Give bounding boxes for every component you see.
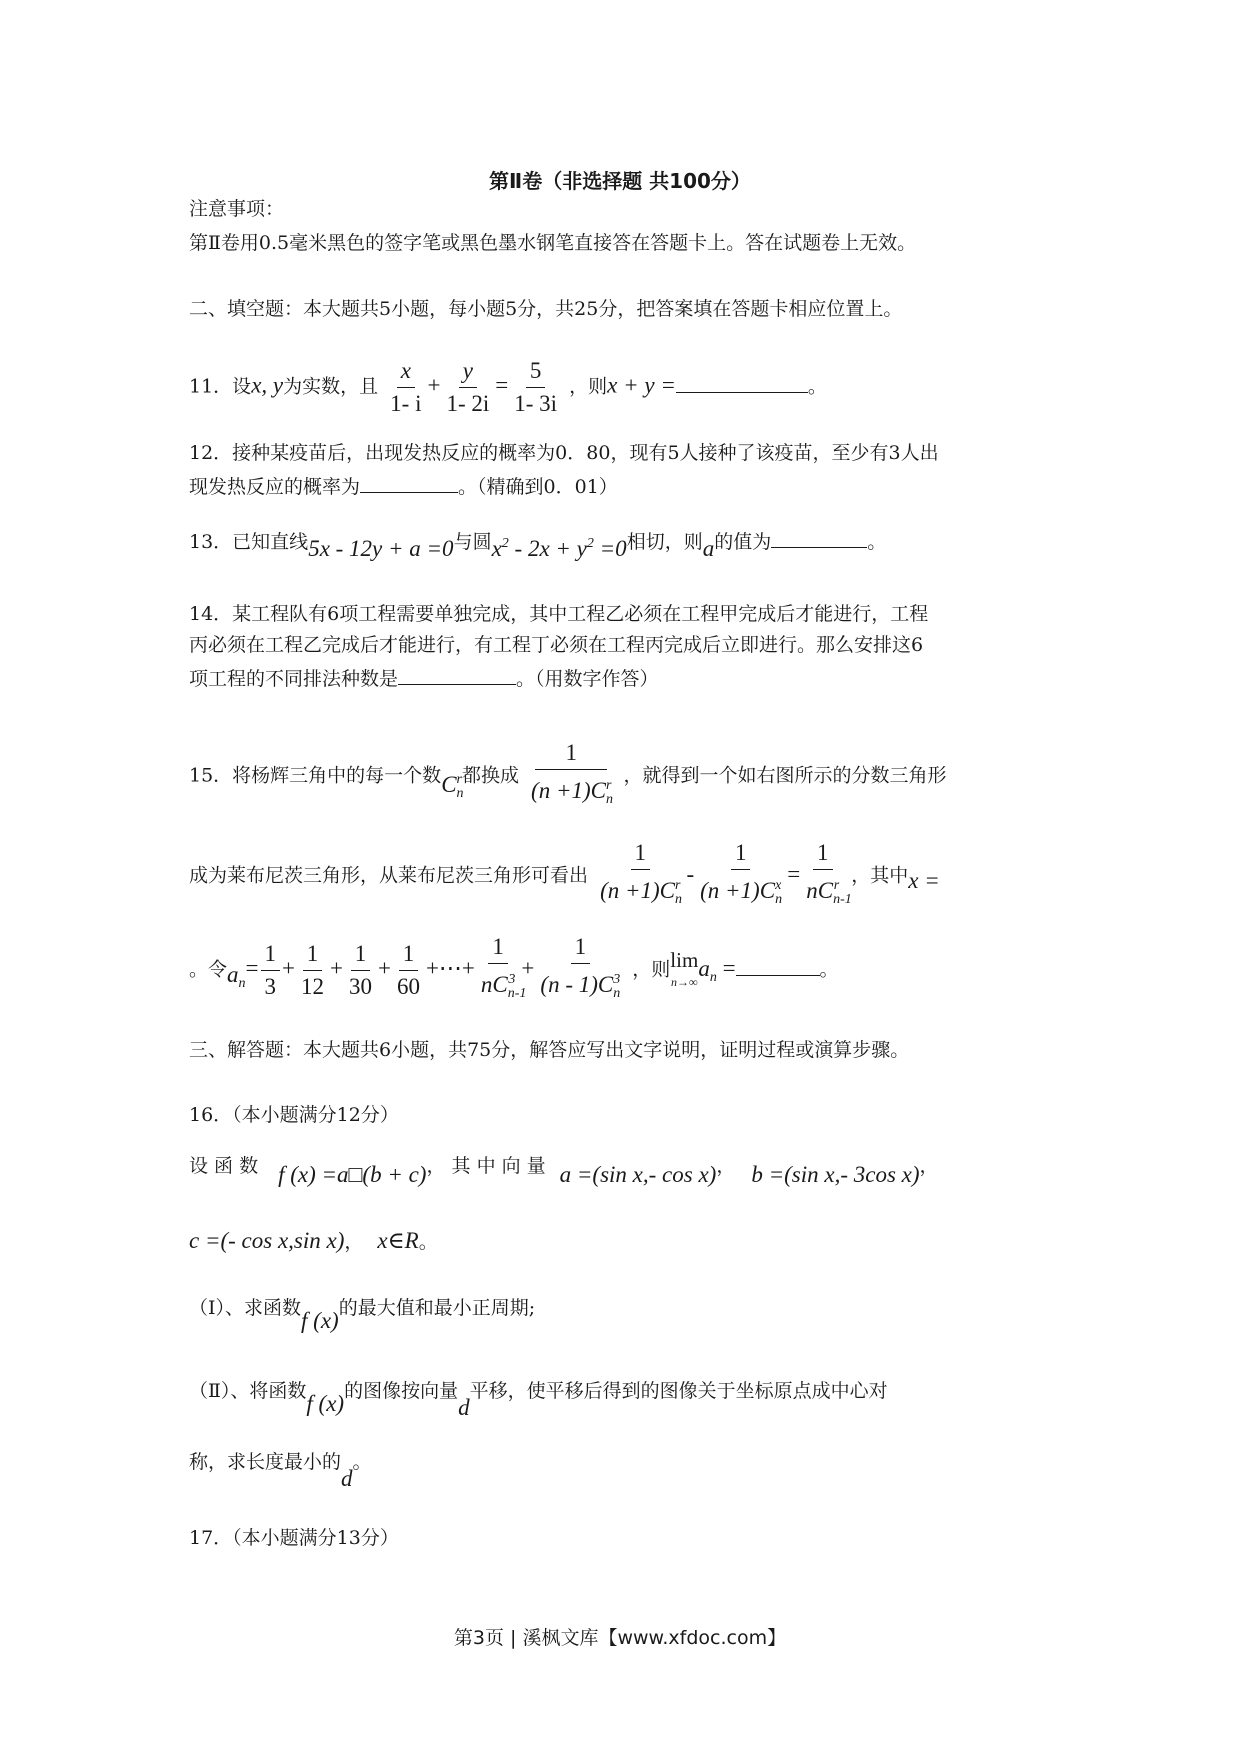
fraction: $\frac{1}{nC_{n-1}^3}$ [480,934,527,1001]
fraction: $\frac{1}{(n +1)C_n^x}$ [700,840,783,907]
question-16-part2: （Ⅱ）、将函数f (x)的图像按向量d平移，使平移后得到的图像关于坐标原点成中心对 [189,1380,888,1420]
notice-text: 第Ⅱ卷用0.5毫米黑色的签字笔或黑色墨水钢笔直接答在答题卡上。答在试题卷上无效。 [189,232,917,254]
fraction: $\frac{1}{12}$ [300,941,324,999]
answer-blank [360,472,458,493]
fraction: $\frac{y}{1- 2i}$ [446,358,490,416]
question-13: 13．已知直线5x - 12y + a =0与圆$x^2 - 2x + y^2 =0$相切，则a的值为 。 [189,523,886,555]
fraction: $\frac{5}{1- 3i}$ [514,358,558,416]
notice-heading: 注意事项： [189,198,285,220]
question-12-line2: 现发热反应的概率为 。（精确到0．01） [189,472,618,500]
fraction: $\frac{x}{1- i}$ [390,358,422,416]
fraction: $\frac{1}{nC_{n-1}^r}$ [806,840,852,907]
question-16-part2-cont: 称，求长度最小的d。 [189,1451,372,1491]
question-16-heading: 16．（本小题满分12分） [189,1104,399,1126]
answer-blank [736,963,820,976]
fraction: $\frac{1}{(n +1)C_n^r}$ [600,840,682,907]
question-15-line3: 。令$a_n=$ $\frac{1}{3}$ + $\frac{1}{12}$ + $\frac{1}{30}$ + $\frac{1}{60}$ +⋯+ $\frac{1}{nC_{n-1}^3}$ + $\frac{1}{(n - 1)C_n^3}$ ，则 lim n→∞ $a_n$ = 。 [189,934,839,1007]
fraction: $\frac{1}{3}$ [261,941,281,1000]
section-answer-heading: 三、解答题：本大题共6小题，共75分，解答应写出文字说明，证明过程或演算步骤。 [189,1039,910,1061]
question-15-line1: 15．将杨辉三角中的每一个数$C_n^r$都换成 $\frac{1}{(n +1)C_n^r}$ ，就得到一个如右图所示的分数三角形 [189,740,947,813]
question-15-line2: 成为莱布尼茨三角形，从莱布尼茨三角形可看出 $\frac{1}{(n +1)C_n^r}$ - $\frac{1}{(n +1)C_n^x}$ = $\frac{1}{nC_{n-1}^r}$ ，其中x = [189,840,940,913]
question-12-line1: 12．接种某疫苗后，出现发热反应的概率为0．80，现有5人接种了该疫苗，至少有3人出 [189,442,939,464]
question-14-line1: 14．某工程队有6项工程需要单独完成，其中工程乙必须在工程甲完成后才能进行，工程 [189,603,929,625]
question-11: 11．设x, y为实数，且 $\frac{x}{1- i}$ + $\frac{y}{1- 2i}$ = $\frac{5}{1- 3i}$ ，则x + y = 。 [189,358,827,416]
answer-blank [398,664,516,685]
section-title: 第Ⅱ卷（非选择题 共100分） [489,169,751,193]
page-footer: 第3页 | 溪枫文库【www.xfdoc.com】 [453,1627,787,1649]
fraction: $\frac{1}{(n - 1)C_n^3}$ [540,934,621,1001]
fraction: $\frac{1}{(n +1)C_n^r}$ [531,740,613,807]
fraction: $\frac{1}{30}$ [348,941,372,999]
answer-blank [676,372,808,393]
question-16-line1: 设 函 数 f (x) =a□(b + c)， 其 中 向 量 a =(sin x,- cos x)， b =(sin x,- 3cos x)， [189,1155,939,1187]
question-17-heading: 17．（本小题满分13分） [189,1527,399,1549]
question-16-line2: c =(- cos x,sin x)， x∈R。 [189,1228,438,1253]
question-14-line2: 丙必须在工程乙完成后才能进行，有工程丁必须在工程丙完成后立即进行。那么安排这6 [189,634,924,656]
question-14-line3: 项工程的不同排法种数是 。（用数字作答） [189,664,659,692]
question-16-part1: （Ⅰ）、求函数f (x)的最大值和最小正周期; [189,1297,536,1333]
fraction: $\frac{1}{60}$ [396,941,420,999]
section-fill-blank-heading: 二、填空题：本大题共5小题，每小题5分，共25分，把答案填在答题卡相应位置上。 [189,298,903,320]
answer-blank [771,527,867,548]
